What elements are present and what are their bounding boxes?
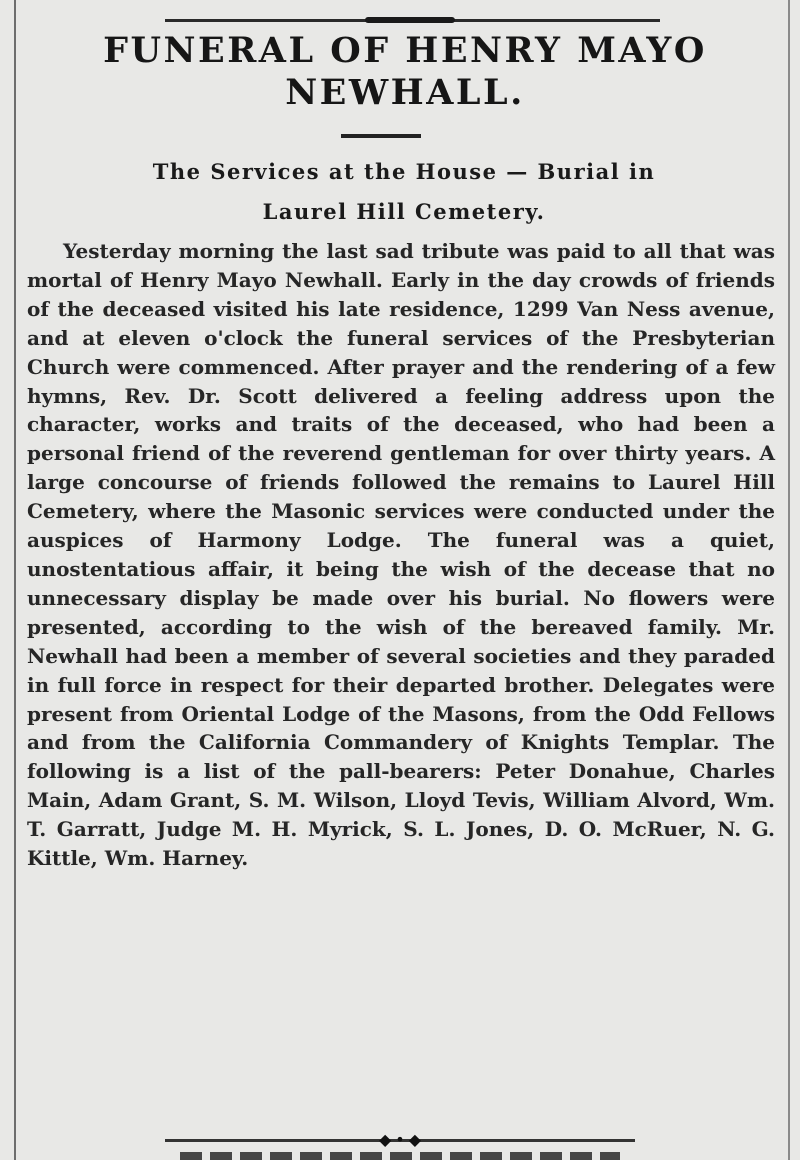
headline-line-1: FUNERAL OF HENRY MAYO: [103, 30, 707, 71]
headline-divider-rule: [341, 134, 421, 138]
next-article-headline-fragment: [180, 1152, 620, 1160]
headline-line-2: NEWHALL.: [285, 72, 525, 113]
subheadline: [28, 152, 780, 232]
subheadline-line-2: Laurel Hill Cemetery.: [262, 199, 546, 224]
bottom-ornament: ◆•◆: [378, 1130, 426, 1149]
article-body: [27, 237, 775, 873]
article-paragraph: Yesterday morning the last sad tribute was paid to all that was mortal of Henry Mayo Newhall. Early in the day crowds of friends of the deceased visited his late residence, 1299 Van Ness avenue, and at eleven o'clock the funeral services of the Presbyterian Church were commenced. After prayer and the rendering of a few hymns, Rev. Dr. Scott delivered a feeling address upon the character, works and traits of the deceased, who had been a personal friend of the reverend gentleman for over thirty years. A large concourse of friends followed the remains to Laurel Hill Cemetery, where the Masonic services were conducted under the auspices of Harmony Lodge. The funeral was a quiet, unostentatious affair, it being the wish of the decease that no unnecessary display be made over his burial. No flowers were presented, according to the wish of the bereaved family. Mr. Newhall had been a member of several societies and they paraded in full force in respect for their departed brother. Delegates were present from Oriental Lodge of the Masons, from the Odd Fellows and from the California Commandery of Knights Templar. The following is a list of the pall-bearers: Peter Donahue, Charles Main, Adam Grant, S. M. Wilson, Lloyd Tevis, William Alvord, Wm. T. Garratt, Judge M. H. Myrick, S. L. Jones, D. O. McRuer, N. G. Kittle, Wm. Harney.: [27, 239, 775, 871]
subheadline-line-1: The Services at the House — Burial in: [152, 159, 656, 184]
headline: [30, 30, 780, 114]
top-divider-rule: [165, 19, 660, 22]
column-rule-left: [14, 0, 16, 1160]
column-rule-right: [788, 0, 790, 1160]
